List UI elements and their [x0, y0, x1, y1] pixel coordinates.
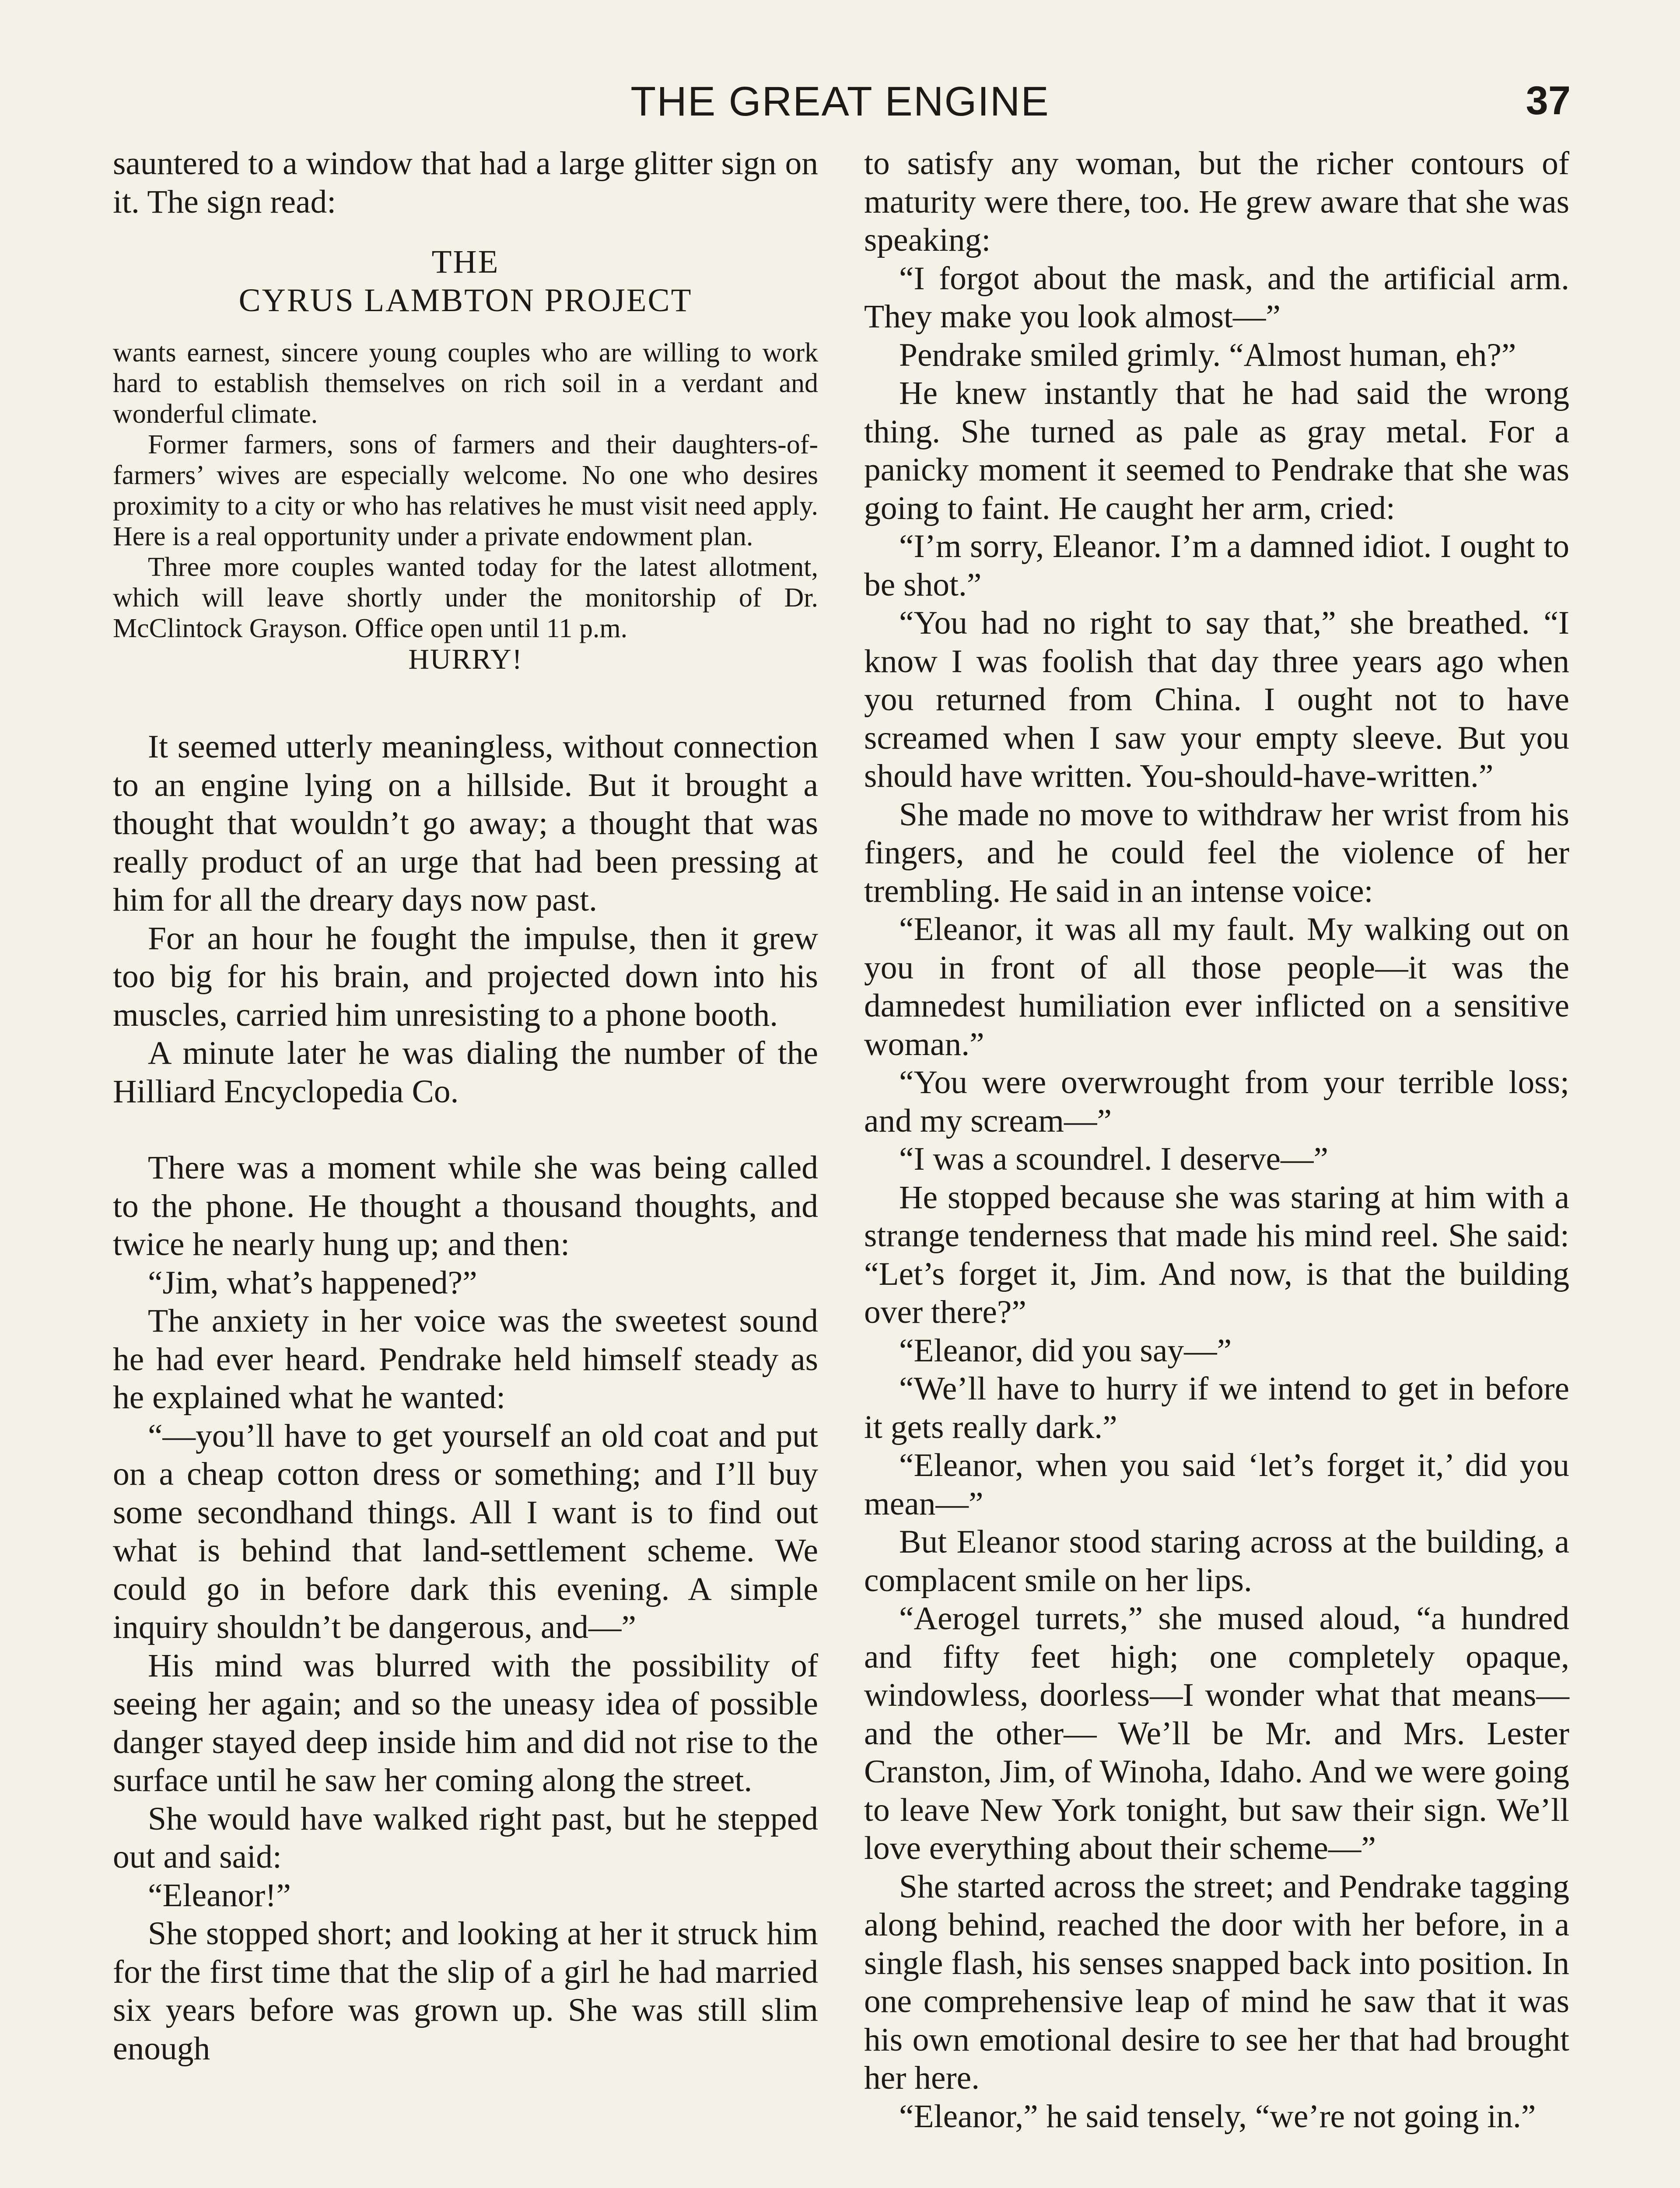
right-column: [864, 144, 1569, 2135]
paragraph: “I forgot about the mask, and the artificial arm. They make you look almost—”: [864, 260, 1569, 335]
sign-title: [113, 243, 818, 320]
page-number: 37: [1526, 78, 1571, 123]
paragraph: “I was a scoundrel. I deserve—”: [899, 1141, 1329, 1177]
sign-title-line: CYRUS LAMBTON PROJECT: [238, 282, 693, 319]
paragraph: “Eleanor!”: [148, 1877, 291, 1914]
paragraph: to satisfy any woman, but the richer contours of maturity were there, too. He grew aware that she was speaking:: [864, 145, 1569, 258]
running-title: THE GREAT ENGINE: [630, 78, 1050, 125]
paragraph: Pendrake smiled grimly. “Almost human, eh?”: [899, 337, 1516, 373]
sign-paragraph: Former farmers, sons of farmers and their daughters-of-farmers’ wives are especially welcome. No one who desires proximity to a city or who has relatives he must visit need apply. Here is a real opportunity under a private endowment plan.: [113, 430, 818, 551]
paragraph: It seemed utterly meaningless, without connection to an engine lying on a hillside. But it brought a thought that wouldn’t go away; a thought that was really product of an urge that had been pressing at him for all the dreary days now past.: [113, 729, 818, 918]
paragraph: “You had no right to say that,” she breathed. “I know I was foolish that day three years ago when you returned from China. I ought not to have screamed when I saw your empty sleeve. But you should have written. You-should-have-written.”: [864, 605, 1569, 794]
sign-paragraph: Three more couples wanted today for the latest allotment, which will leave shortly under the monitorship of Dr. McClintock Grayson. Office open until 11 p.m.: [113, 552, 818, 643]
sign-title-line: THE: [431, 244, 500, 280]
paragraph: “You were overwrought from your terrible loss; and my scream—”: [864, 1064, 1569, 1139]
paragraph: A minute later he was dialing the number of the Hilliard Encyclopedia Co.: [113, 1035, 818, 1110]
paragraph: “Aerogel turrets,” she mused aloud, “a hundred and fifty feet high; one completely opaque, windowless, doorless—I wonder what that means—and the other— We’ll be Mr. and Mrs. Lester Cranston, Jim, of Winoha, Idaho. And we were going to leave New York tonight, but saw their sign. We’ll love everything about their scheme—”: [864, 1600, 1569, 1866]
paragraph: She made no move to withdraw her wrist from his fingers, and he could feel the violence of her trembling. He said in an intense voice:: [864, 796, 1569, 909]
paragraph: There was a moment while she was being called to the phone. He thought a thousand thoughts, and twice he nearly hung up; and then:: [113, 1150, 818, 1262]
paragraph: “Eleanor,” he said tensely, “we’re not going in.”: [899, 2098, 1536, 2135]
paragraph: “Eleanor, it was all my fault. My walking out on you in front of all those people—it was the damnedest humiliation ever inflicted on a sensitive woman.”: [864, 911, 1569, 1062]
paragraph: sauntered to a window that had a large glitter sign on it. The sign read:: [113, 145, 818, 220]
sign-hurry: HURRY!: [408, 643, 523, 675]
left-column: [113, 144, 818, 2068]
paragraph: She would have walked right past, but he stepped out and said:: [113, 1800, 818, 1875]
paragraph: “Jim, what’s happened?”: [148, 1264, 477, 1301]
paragraph: He stopped because she was staring at him with a strange tenderness that made his mind reel. She said: “Let’s forget it, Jim. And now, is that the building over there?”: [864, 1179, 1569, 1330]
paragraph: The anxiety in her voice was the sweetest sound he had ever heard. Pendrake held himself steady as he explained what he wanted:: [113, 1303, 818, 1416]
section-break: [113, 1111, 818, 1149]
paragraph: She started across the street; and Pendrake tagging along behind, reached the door with her before, in a single flash, his senses snapped back into position. In one comprehensive leap of mind he saw that it was his own emotional desire to see her that had brought her here.: [864, 1868, 1569, 2096]
paragraph: For an hour he fought the impulse, then it grew too big for his brain, and projected down into his muscles, carried him unresisting to a phone booth.: [113, 920, 818, 1033]
paragraph: “—you’ll have to get yourself an old coat and put on a cheap cotton dress or something; and I’ll buy some secondhand things. All I want is to find out what is behind that land-settlement scheme. We could go in before dark this evening. A simple inquiry shouldn’t be dangerous, and—”: [113, 1417, 818, 1645]
paragraph: She stopped short; and looking at her it struck him for the first time that the slip of a girl he had married six years before was grown up. She was still slim enough: [113, 1915, 818, 2067]
paragraph: “Eleanor, when you said ‘let’s forget it,’ did you mean—”: [864, 1447, 1569, 1522]
paragraph: “Eleanor, did you say—”: [899, 1332, 1232, 1369]
paragraph: But Eleanor stood staring across at the building, a complacent smile on her lips.: [864, 1524, 1569, 1599]
paragraph: He knew instantly that he had said the wrong thing. She turned as pale as gray metal. For a panicky moment it seemed to Pendrake that she was going to faint. He caught her arm, cried:: [864, 375, 1569, 526]
paragraph: “We’ll have to hurry if we intend to get in before it gets really dark.”: [864, 1371, 1569, 1445]
sign-body: [113, 337, 818, 644]
paragraph: His mind was blurred with the possibility of seeing her again; and so the uneasy idea of possible danger stayed deep inside him and did not rise to the surface until he saw her coming along the street.: [113, 1647, 818, 1799]
paragraph: “I’m sorry, Eleanor. I’m a damned idiot. I ought to be shot.”: [864, 528, 1569, 603]
sign-paragraph: wants earnest, sincere young couples who are willing to work hard to establish themselves on rich soil in a verdant and wonderful climate.: [113, 338, 818, 429]
